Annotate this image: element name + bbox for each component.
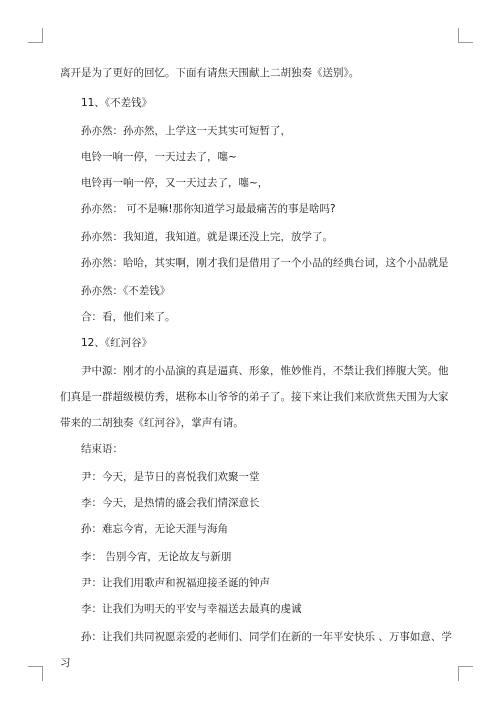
dialogue-line: 李：让我们为明天的平安与幸福送去最真的虔诚 [81,603,302,615]
dialogue-line: 李：今天，是热情的盛会我们情深意长 [81,497,260,509]
dialogue-line: 带来的二胡独奏《红河谷》，掌声有请。 [60,417,244,429]
page-corner-mark-top-left [28,28,43,43]
dialogue-line: 孙亦然：《不差钱》 [81,285,171,297]
closing-heading: 结束语： [81,443,123,455]
dialogue-line: 孙亦然：我知道，我知道。就是课还没上完，放学了。 [81,231,333,243]
paragraph-line: 离开是为了更好的回忆。下面有请焦天围献上二胡独奏《送别》。 [60,67,360,79]
dialogue-line: 电铃再一响一停，又一天过去了，噻~， [81,177,269,189]
dialogue-line: 合：看，他们来了。 [81,311,176,323]
page-corner-mark-bottom-right [458,666,473,681]
page-corner-mark-top-right [458,28,473,43]
dialogue-line: 尹：让我们用歌声和祝福迎接圣诞的钟声 [81,577,270,589]
section-heading-12: 12、《红河谷》 [81,337,153,349]
section-heading-11: 11、《不差钱》 [81,97,153,109]
dialogue-line: 李： 告别今宵，无论故友与新朋 [81,551,232,563]
dialogue-line: 尹：今天，是节日的喜悦我们欢聚一堂 [81,471,260,483]
dialogue-line: 孙：难忘今宵，无论天涯与海角 [81,523,228,535]
dialogue-line: 孙亦然： 可不是嘛!那你知道学习最最痛苦的事是啥吗? [81,203,336,215]
dialogue-line: 孙亦然：哈哈，其实啊，刚才我们是借用了一个小品的经典台词，这个小品就是 [81,257,449,269]
dialogue-line: 尹中源：刚才的小品演的真是逼真、形象，惟妙惟肖，不禁让我们捧腹大笑。他 [81,365,449,377]
dialogue-line: 孙亦然：孙亦然，上学这一天其实可短暂了， [81,125,291,137]
dialogue-line: 习 [60,657,71,669]
page-corner-mark-bottom-left [28,666,43,681]
dialogue-line: 电铃一响一停，一天过去了，噻~ [81,151,237,163]
dialogue-line: 们真是一群超级模仿秀，堪称本山爷爷的弟子了。接下来让我们来欣赏焦天围为大家 [60,391,449,403]
dialogue-line: 孙：让我们共同祝愿亲爱的老师们、同学们在新的一年平安快乐 、万事如意、学 [81,631,452,643]
